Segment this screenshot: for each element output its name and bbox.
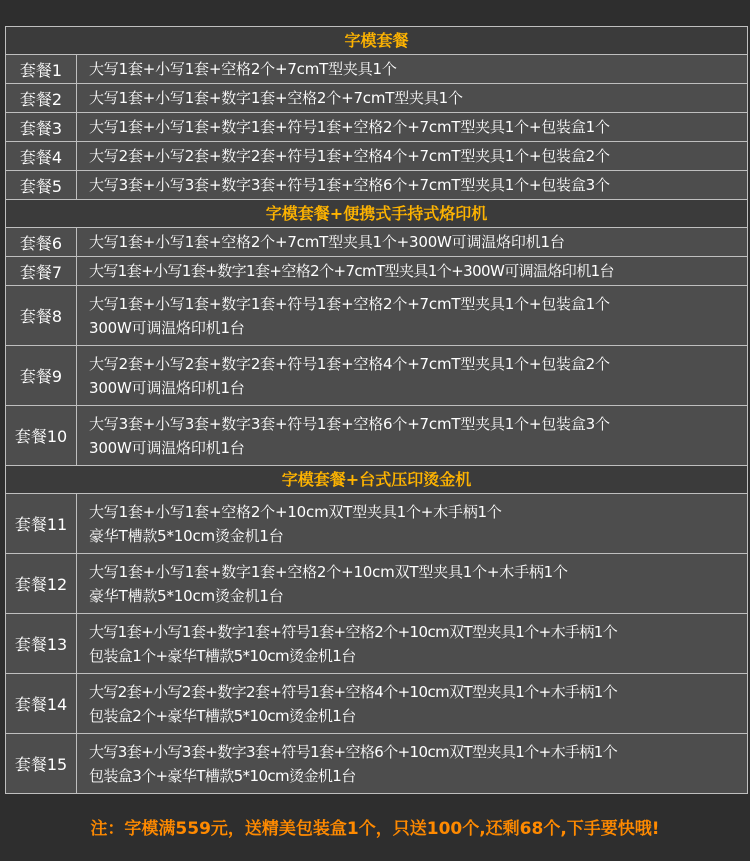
package-content (77, 406, 747, 465)
package-content (77, 346, 747, 405)
table-row (6, 142, 747, 171)
package-label: 套餐6 (6, 228, 77, 256)
package-line: 豪华T槽款5*10cm烫金机1台 (89, 586, 284, 605)
package-line: 大写3套+小写3套+数字3套+符号1套+空格6个+7cmT型夹具1个+包装盒3个 (89, 414, 610, 433)
table-row (6, 113, 747, 142)
package-line: 300W可调温烙印机1台 (89, 378, 245, 397)
package-line: 大写2套+小写2套+数字2套+符号1套+空格4个+7cmT型夹具1个+包装盒2个 (89, 354, 610, 373)
package-line: 300W可调温烙印机1台 (89, 438, 245, 457)
package-line: 包装盒1个+豪华T槽款5*10cm烫金机1台 (89, 646, 356, 665)
promo-note: 注：字模满559元，送精美包装盒1个，只送100个,还剩68个,下手要快哦! (90, 819, 660, 839)
package-content (77, 494, 747, 553)
package-line: 大写1套+小写1套+数字1套+符号1套+空格2个+7cmT型夹具1个+包装盒1个 (89, 294, 610, 313)
table-row (6, 228, 747, 257)
table-row (6, 171, 747, 200)
package-content (77, 171, 747, 199)
section-header: 字模套餐 (6, 27, 747, 55)
package-line: 大写1套+小写1套+空格2个+7cmT型夹具1个 (89, 60, 397, 78)
package-content (77, 142, 747, 170)
package-content (77, 286, 747, 345)
table-row (6, 346, 747, 406)
package-line: 大写2套+小写2套+数字2套+符号1套+空格4个+10cm双T型夹具1个+木手柄1个 (89, 682, 618, 701)
package-line: 300W可调温烙印机1台 (89, 318, 245, 337)
package-line: 大写2套+小写2套+数字2套+符号1套+空格4个+7cmT型夹具1个+包装盒2个 (89, 147, 610, 165)
table-row (6, 554, 747, 614)
package-label: 套餐4 (6, 142, 77, 170)
package-content (77, 257, 747, 285)
package-line: 大写1套+小写1套+数字1套+符号1套+空格2个+10cm双T型夹具1个+木手柄1个 (89, 622, 618, 641)
package-label: 套餐10 (6, 406, 77, 465)
package-label: 套餐13 (6, 614, 77, 673)
table-row (6, 286, 747, 346)
package-label: 套餐7 (6, 257, 77, 285)
package-label: 套餐9 (6, 346, 77, 405)
package-line: 大写1套+小写1套+数字1套+空格2个+7cmT型夹具1个+300W可调温烙印机1台 (89, 262, 614, 280)
section-header: 字模套餐+台式压印烫金机 (6, 466, 747, 494)
package-content (77, 113, 747, 141)
package-line: 大写1套+小写1套+空格2个+7cmT型夹具1个+300W可调温烙印机1台 (89, 233, 565, 251)
package-line: 豪华T槽款5*10cm烫金机1台 (89, 526, 284, 545)
package-line: 大写1套+小写1套+数字1套+空格2个+10cm双T型夹具1个+木手柄1个 (89, 562, 568, 581)
table-row (6, 494, 747, 554)
package-table (5, 26, 748, 794)
package-label: 套餐1 (6, 55, 77, 83)
package-line: 大写1套+小写1套+数字1套+空格2个+7cmT型夹具1个 (89, 89, 463, 107)
package-label: 套餐12 (6, 554, 77, 613)
package-label: 套餐15 (6, 734, 77, 793)
package-label: 套餐14 (6, 674, 77, 733)
package-line: 大写1套+小写1套+数字1套+符号1套+空格2个+7cmT型夹具1个+包装盒1个 (89, 118, 610, 136)
table-row (6, 734, 747, 793)
table-row (6, 406, 747, 466)
table-row (6, 674, 747, 734)
package-line: 大写1套+小写1套+空格2个+10cm双T型夹具1个+木手柄1个 (89, 502, 502, 521)
package-content (77, 55, 747, 83)
package-content (77, 84, 747, 112)
package-line: 大写3套+小写3套+数字3套+符号1套+空格6个+10cm双T型夹具1个+木手柄1个 (89, 742, 618, 761)
package-label: 套餐5 (6, 171, 77, 199)
table-row (6, 84, 747, 113)
package-line: 包装盒3个+豪华T槽款5*10cm烫金机1台 (89, 766, 356, 785)
section-header: 字模套餐+便携式手持式烙印机 (6, 200, 747, 228)
package-label: 套餐11 (6, 494, 77, 553)
package-content (77, 614, 747, 673)
package-content (77, 734, 747, 793)
table-row (6, 55, 747, 84)
package-label: 套餐8 (6, 286, 77, 345)
table-row (6, 257, 747, 286)
package-label: 套餐2 (6, 84, 77, 112)
table-row (6, 614, 747, 674)
package-line: 大写3套+小写3套+数字3套+符号1套+空格6个+7cmT型夹具1个+包装盒3个 (89, 176, 610, 194)
package-label: 套餐3 (6, 113, 77, 141)
package-line: 包装盒2个+豪华T槽款5*10cm烫金机1台 (89, 706, 356, 725)
package-content (77, 228, 747, 256)
package-content (77, 674, 747, 733)
package-content (77, 554, 747, 613)
